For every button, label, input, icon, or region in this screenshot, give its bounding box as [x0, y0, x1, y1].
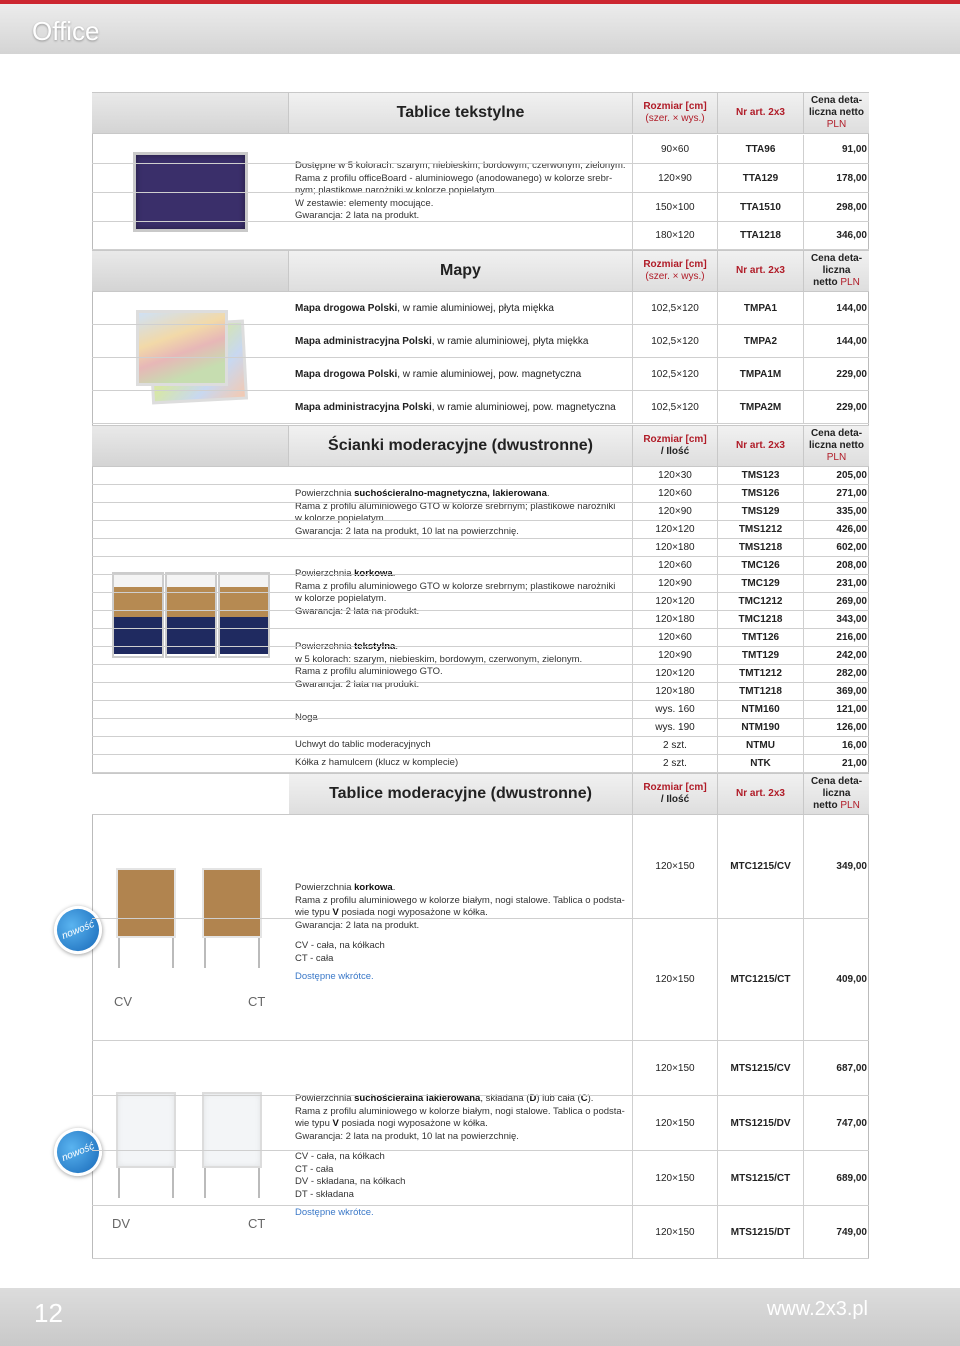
row-size: 120×150 — [632, 1041, 717, 1095]
row-art-number: MTC1215/CV — [717, 815, 803, 918]
row-price: 229,00 — [803, 391, 869, 423]
title-scianki: Ścianki moderacyjne (dwustronne) — [328, 437, 593, 454]
row-art-number: TMPA1 — [717, 292, 803, 324]
row-price: 144,00 — [803, 325, 869, 357]
table-row — [92, 575, 869, 593]
website-link[interactable]: www.2x3.pl — [766, 1298, 868, 1320]
caption-ct: CT — [248, 994, 266, 1009]
row-art-number: TMT1218 — [717, 683, 803, 700]
table-row — [92, 135, 869, 164]
row-art-number: TMPA2M — [717, 391, 803, 423]
row-price: 144,00 — [803, 292, 869, 324]
table-row — [92, 629, 869, 647]
row-description: Mapa administracyjna Polski , w ramie aluminiowej, pow. magnetyczna — [295, 401, 616, 413]
row-price: 229,00 — [803, 358, 869, 390]
caption-cv: CV — [114, 994, 133, 1009]
row-size: 120×120 — [632, 593, 717, 610]
table-row — [92, 815, 869, 919]
row-art-number: TMC126 — [717, 557, 803, 574]
table-row — [92, 222, 869, 250]
table-row — [92, 358, 869, 391]
row-price: 231,00 — [803, 575, 869, 592]
row-price: 91,00 — [803, 135, 869, 163]
table-row — [92, 755, 869, 773]
row-art-number: TMC1218 — [717, 611, 803, 628]
table-row — [92, 1096, 869, 1151]
row-size: 120×120 — [632, 521, 717, 538]
row-art-number: TMS126 — [717, 485, 803, 502]
new-badge-2: nowość — [47, 1121, 109, 1183]
section-title: Office — [32, 16, 100, 46]
table-row — [92, 719, 869, 737]
page-footer — [0, 1288, 960, 1346]
page-header — [0, 4, 960, 54]
row-art-number: MTS1215/CT — [717, 1151, 803, 1205]
row-art-number: MTS1215/DV — [717, 1096, 803, 1150]
row-size: 120×150 — [632, 919, 717, 1040]
row-art-number: TTA1218 — [717, 222, 803, 249]
row-size: 120×60 — [632, 629, 717, 646]
row-size: 150×100 — [632, 193, 717, 221]
row-size: 120×180 — [632, 611, 717, 628]
table-row — [92, 1151, 869, 1206]
row-price: 747,00 — [803, 1096, 869, 1150]
row-price: 282,00 — [803, 665, 869, 682]
col-price: Cena deta- liczna netto PLN — [803, 93, 869, 133]
table-row — [92, 737, 869, 755]
tablice-mod-desc-1: Powierzchnia korkowa. Rama z profilu aluminiowego w kolorze białym, nogi stalowe. Tablica o podsta- wie typu V posiada nogi wyposażone w kółka. Gwarancja: 2 lata na produkt. CV - cała, na kółkach CT - cała Dostępne wkrótce. — [295, 882, 625, 982]
row-price: 21,00 — [803, 755, 869, 772]
row-art-number: TMT126 — [717, 629, 803, 646]
table-row — [92, 557, 869, 575]
page-number: 12 — [34, 1298, 63, 1328]
row-art-number: MTS1215/DT — [717, 1206, 803, 1258]
row-size: 90×60 — [632, 135, 717, 163]
row-price: 687,00 — [803, 1041, 869, 1095]
row-art-number: NTK — [717, 755, 803, 772]
row-size: 120×60 — [632, 557, 717, 574]
row-price: 242,00 — [803, 647, 869, 664]
row-price: 16,00 — [803, 737, 869, 754]
row-size: 120×60 — [632, 485, 717, 502]
row-size: 120×30 — [632, 467, 717, 484]
scianki-desc-3: Powierzchnia tekstylna. w 5 kolorach: szarym, niebieskim, bordowym, czerwonym, zielonym. Rama z profilu aluminiowego GTO. Gwarancja: 2 lata na produkt. — [295, 641, 583, 690]
row-size: 102,5×120 — [632, 391, 717, 423]
table-row — [92, 503, 869, 521]
row-size: 2 szt. — [632, 755, 717, 772]
row-description: Mapa drogowa Polski , w ramie aluminiowej, pow. magnetyczna — [295, 368, 582, 380]
uchwyt-label: Uchwyt do tablic moderacyjnych — [295, 739, 431, 750]
row-size: wys. 160 — [632, 701, 717, 718]
row-size: 180×120 — [632, 222, 717, 249]
row-price: 343,00 — [803, 611, 869, 628]
noga-label: Noga — [295, 712, 318, 723]
caption-dv: DV — [112, 1216, 131, 1231]
row-price: 602,00 — [803, 539, 869, 556]
new-badge: nowość — [47, 899, 109, 961]
row-size: wys. 190 — [632, 719, 717, 736]
row-size: 102,5×120 — [632, 325, 717, 357]
row-size: 120×120 — [632, 665, 717, 682]
caption-ct-2: CT — [248, 1216, 266, 1231]
row-art-number: TMS1212 — [717, 521, 803, 538]
table-row — [92, 292, 869, 325]
row-size: 120×150 — [632, 1151, 717, 1205]
row-description: Mapa administracyjna Polski , w ramie aluminiowej, płyta miękka — [295, 335, 589, 347]
row-art-number: NTM190 — [717, 719, 803, 736]
row-art-number: MTC1215/CT — [717, 919, 803, 1040]
row-size: 120×90 — [632, 647, 717, 664]
row-size: 120×90 — [632, 575, 717, 592]
tekstylne-description: Dostępne w 5 kolorach: szarym, niebieskim, bordowym, czerwonym, zielonym. Rama z profilu officeBoard - aluminiowego (anodowanego) w kolorze srebr- nym; plastikowe narożniki w kolorze popielatym. W zestawie: elementy mocujące. Gwarancja: 2 lata na produkt. — [295, 160, 626, 221]
row-size: 120×90 — [632, 503, 717, 520]
row-price: 409,00 — [803, 919, 869, 1040]
row-art-number: TTA129 — [717, 164, 803, 192]
table-row — [92, 647, 869, 665]
header-tekstylne — [92, 92, 869, 134]
table-row — [92, 593, 869, 611]
row-price: 216,00 — [803, 629, 869, 646]
row-price: 689,00 — [803, 1151, 869, 1205]
row-price: 126,00 — [803, 719, 869, 736]
availability-note-2: Dostępne wkrótce. — [295, 1207, 374, 1218]
col-size: Rozmiar [cm] (szer. × wys.) — [632, 93, 717, 133]
row-price: 349,00 — [803, 815, 869, 918]
table-row — [92, 467, 869, 485]
row-art-number: NTM160 — [717, 701, 803, 718]
row-size: 102,5×120 — [632, 358, 717, 390]
row-price: 369,00 — [803, 683, 869, 700]
row-size: 120×90 — [632, 164, 717, 192]
row-description: Mapa drogowa Polski , w ramie aluminiowej, płyta miękka — [295, 302, 554, 314]
row-price: 298,00 — [803, 193, 869, 221]
row-size: 2 szt. — [632, 737, 717, 754]
row-size: 120×180 — [632, 539, 717, 556]
row-price: 346,00 — [803, 222, 869, 249]
row-art-number: TMPA1M — [717, 358, 803, 390]
row-art-number: MTS1215/CV — [717, 1041, 803, 1095]
row-size: 120×150 — [632, 1206, 717, 1258]
row-price: 426,00 — [803, 521, 869, 538]
table-row — [92, 193, 869, 222]
header-scianki: Ścianki moderacyjne (dwustronne) Rozmiar [cm] / Ilość Nr art. 2x3 Cena deta- liczna netto PLN — [92, 425, 869, 467]
table-row — [92, 1206, 869, 1259]
row-price: 269,00 — [803, 593, 869, 610]
table-row — [92, 164, 869, 193]
row-size: 102,5×120 — [632, 292, 717, 324]
title-tablice-mod: Tablice moderacyjne (dwustronne) — [329, 785, 592, 802]
table-row — [92, 611, 869, 629]
row-art-number: TMT129 — [717, 647, 803, 664]
table-row — [92, 665, 869, 683]
table-row — [92, 391, 869, 424]
row-price: 208,00 — [803, 557, 869, 574]
table-row — [92, 325, 869, 358]
header-mapy: Mapy Rozmiar [cm] (szer. × wys.) Nr art. 2x3 Cena deta- liczna netto PLN — [92, 250, 869, 292]
row-art-number: TTA96 — [717, 135, 803, 163]
table-row — [92, 919, 869, 1041]
row-art-number: NTMU — [717, 737, 803, 754]
kolka-label: Kółka z hamulcem (klucz w komplecie) — [295, 757, 459, 768]
scianki-desc-1: Powierzchnia suchościeralno-magnetyczna, lakierowana. Rama z profilu aluminiowego GTO w kolorze srebrnym; plastikowe narożniki w kolorze popielatym. Gwarancja: 2 lata na produkt, 10 lat na powierzchnię. — [295, 488, 616, 537]
row-art-number: TMT1212 — [717, 665, 803, 682]
title-mapy: Mapy — [440, 262, 481, 279]
row-art-number: TTA1510 — [717, 193, 803, 221]
row-price: 271,00 — [803, 485, 869, 502]
table-row — [92, 521, 869, 539]
title-tekstylne: Tablice tekstylne — [396, 104, 525, 121]
row-price: 178,00 — [803, 164, 869, 192]
row-price: 205,00 — [803, 467, 869, 484]
row-size: 120×150 — [632, 1096, 717, 1150]
row-art-number: TMC1212 — [717, 593, 803, 610]
scianki-desc-2: Powierzchnia korkowa. Rama z profilu aluminiowego GTO w kolorze srebrnym; plastikowe narożniki w kolorze popielatym. Gwarancja: 2 lata na produkt. — [295, 568, 616, 617]
header-tablice-mod: Tablice moderacyjne (dwustronne) Rozmiar [cm] / Ilość Nr art. 2x3 Cena deta- liczna netto PLN — [92, 773, 869, 815]
col-art: Nr art. 2x3 — [717, 93, 803, 133]
table-row — [92, 683, 869, 701]
row-price: 121,00 — [803, 701, 869, 718]
table-row — [92, 1041, 869, 1096]
row-art-number: TMS123 — [717, 467, 803, 484]
tablice-mod-desc-2: Powierzchnia suchościeralna lakierowana, składana (D) lub cała (C). Rama z profilu aluminiowego w kolorze białym, nogi stalowe. Tablica o podsta- wie typu V posiada nogi wyposażone w kółka. Gwarancja: 2 lata na produkt, 10 lat na powierzchnię. CV - cała, na kółkach CT - cała DV - składana, na kółkach DT - składana Dostępne wkrótce. — [295, 1093, 625, 1218]
table-row — [92, 701, 869, 719]
row-art-number: TMS1218 — [717, 539, 803, 556]
table-row — [92, 485, 869, 503]
availability-note: Dostępne wkrótce. — [295, 971, 374, 982]
row-art-number: TMS129 — [717, 503, 803, 520]
row-price: 335,00 — [803, 503, 869, 520]
row-art-number: TMPA2 — [717, 325, 803, 357]
row-size: 120×150 — [632, 815, 717, 918]
table-row — [92, 539, 869, 557]
row-size: 120×180 — [632, 683, 717, 700]
row-price: 749,00 — [803, 1206, 869, 1258]
row-art-number: TMC129 — [717, 575, 803, 592]
